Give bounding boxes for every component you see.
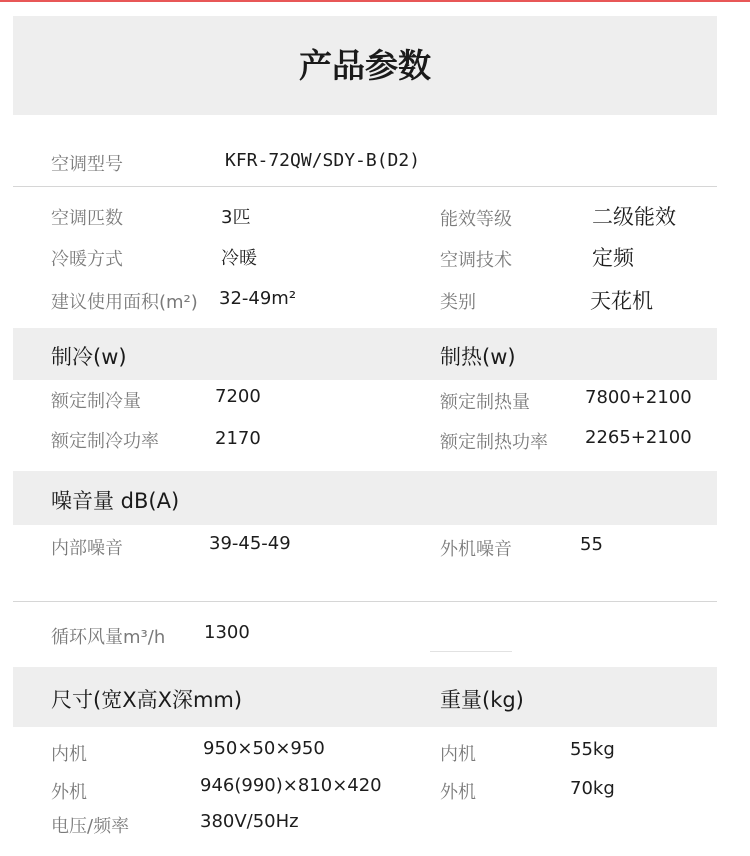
tech-label: 空调技术 [440,250,512,271]
heating-capacity-value: 7800+2100 [585,387,692,408]
category-value: 天花机 [590,289,653,313]
mode-label: 冷暖方式 [51,249,123,270]
indoor-weight-label: 内机 [440,744,476,765]
outdoor-noise-label: 外机噪音 [440,539,512,560]
mode-value: 冷暖 [221,248,257,269]
model-value: KFR-72QW/SDY-B(D2) [225,150,421,171]
indoor-weight-value: 55kg [570,739,615,760]
power-supply-label: 电压/频率 [51,816,130,837]
outdoor-dimension-value: 946(990)×810×420 [200,775,382,796]
divider [13,601,717,602]
efficiency-label: 能效等级 [440,209,512,230]
noise-header: 噪音量 dB(A) [51,489,180,513]
tech-value: 定频 [592,246,634,270]
category-label: 类别 [440,292,476,313]
hp-value: 3匹 [221,207,251,228]
airflow-label: 循环风量m³/h [51,627,166,648]
cooling-capacity-value: 7200 [215,386,261,407]
divider [13,186,717,187]
model-label: 空调型号 [51,154,123,175]
outdoor-weight-value: 70kg [570,778,615,799]
heating-power-label: 额定制热功率 [440,432,548,453]
weight-header: 重量(kg) [440,688,524,712]
hp-label: 空调匹数 [51,208,123,229]
indoor-noise-label: 内部噪音 [51,538,123,559]
outdoor-weight-label: 外机 [440,782,476,803]
outdoor-dimension-label: 外机 [51,782,87,803]
efficiency-value: 二级能效 [592,205,676,229]
page-title: 产品参数 [299,46,431,85]
cooling-power-value: 2170 [215,428,261,449]
heating-header: 制热(w) [440,345,516,369]
heating-capacity-label: 额定制热量 [440,392,530,413]
top-accent-rule [0,0,750,2]
cooling-header: 制冷(w) [51,345,127,369]
indoor-dimension-label: 内机 [51,744,87,765]
airflow-value: 1300 [204,622,250,643]
cooling-capacity-label: 额定制冷量 [51,391,141,412]
cooling-power-label: 额定制冷功率 [51,431,159,452]
indoor-noise-value: 39-45-49 [209,533,291,554]
outdoor-noise-value: 55 [580,534,603,555]
area-value: 32-49m² [219,288,297,309]
heating-power-value: 2265+2100 [585,427,692,448]
divider [430,651,512,652]
indoor-dimension-value: 950×50×950 [203,738,325,759]
dimensions-header: 尺寸(宽X高X深mm) [51,688,243,712]
area-label: 建议使用面积(m²) [51,292,198,313]
power-supply-value: 380V/50Hz [200,811,299,832]
